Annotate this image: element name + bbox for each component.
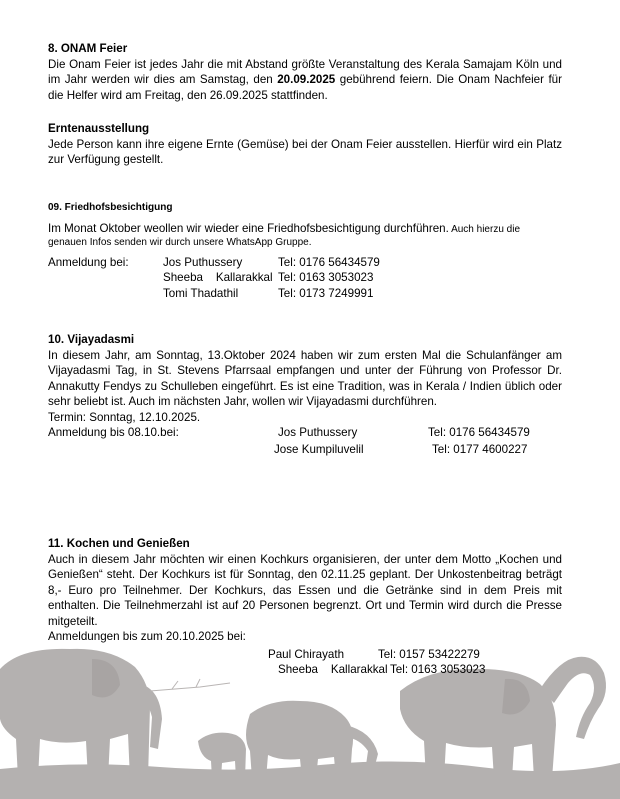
section-friedhofsbesichtigung (48, 200, 562, 301)
section-title: 11. Kochen und Genießen (48, 537, 190, 550)
contact-phone: Tel: 0163 3053023 (278, 271, 374, 284)
contact-name: Jos Puthussery (278, 426, 358, 439)
section-title: 09. Friedhofsbesichtigung (48, 202, 173, 213)
text-part: gebührend feiern. Die Onam Nachfeier für die Helfer wird am Freitag, den 26.09.2025 stattfinden. (48, 73, 562, 102)
section-text-small: genauen Infos senden wir durch unsere WhatsApp Gruppe. (48, 237, 312, 248)
contact-row (48, 647, 562, 663)
termin-text: Termin: Sonntag, 12.10.2025. (48, 410, 201, 424)
contact-phone: Tel: 0157 53422279 (378, 647, 480, 661)
section-kochen-geniessen (48, 536, 562, 678)
section-text: In diesem Jahr, am Sonntag, 13.Oktober 2024 haben wir zum ersten Mal die Schulanfänger am Vijayadasmi Tag, in St. Stevens Pfarrsaal empfangen und unter der Führung von Professor Dr. Annakutty Fendys zu Schulleben eingeführt. Es ist eine Tradition, was in Kerala / Indien üblich oder sehr beliebt ist. Auch im nächsten Jahr, wollen wir Vijayadasmi durchführen. (48, 348, 562, 408)
contact-list (48, 255, 562, 302)
section-erntenausstellung (48, 121, 562, 168)
contact-phone: Tel: 0176 56434579 (428, 426, 530, 439)
date-highlight: 20.09.2025 (277, 73, 336, 86)
contact-name: Paul Chirayath (268, 647, 345, 661)
contact-name: Sheeba Kallarakkal (278, 663, 388, 676)
contact-row (48, 286, 562, 302)
text-part: Die Onam Feier ist jedes Jahr die mit Abstand größte Veranstaltung des Kerala Samajam Köln und im Jahr werden wir dies am Samstag, den (48, 57, 562, 86)
text-part: Im Monat Oktober weollen wir wieder eine Friedhofsbesichtigung durchführen. (48, 221, 449, 235)
section-vijayadasmi (48, 332, 562, 457)
registration-label: Anmeldung bis 08.10.bei: (48, 426, 179, 439)
contact-phone: Tel: 0177 4600227 (432, 442, 528, 456)
contact-phone: Tel: 0173 7249991 (278, 286, 374, 300)
section-text (48, 221, 562, 237)
contact-phone: Tel: 0176 56434579 (278, 255, 380, 269)
section-title: 8. ONAM Feier (48, 42, 128, 55)
contact-row (48, 270, 562, 286)
contact-phone: Tel: 0163 3053023 (390, 663, 486, 676)
section-title: 10. Vijayadasmi (48, 333, 135, 346)
contact-name: Jose Kumpiluvelil (274, 442, 364, 456)
contact-name: Sheeba Kallarakkal (163, 271, 273, 284)
section-text: Jede Person kann ihre eigene Ernte (Gemüse) bei der Onam Feier ausstellen. Hierfür wird ein Platz zur Verfügung gestellt. (48, 137, 562, 166)
section-text (48, 57, 562, 104)
contact-row (48, 255, 562, 271)
contact-name: Tomi Thadathil (163, 286, 239, 300)
contact-row (48, 425, 562, 441)
section-text: Auch in diesem Jahr möchten wir einen Kochkurs organisieren, der unter dem Motto „Kochen und Genießen“ steht. Der Kochkurs ist für Sonntag, den 02.11.25 geplant. Der Unkostenbeitrag beträgt 8,- Euro pro Teilnehmer. Der Kochkurs, das Essen und die Getränke sind in dem Preis mit enthalten. Die Teilnehmerzahl ist auf 20 Personen begrenzt. Ort und Termin wird durch die Presse mitgeteilt. (48, 552, 562, 628)
contact-row (48, 662, 562, 678)
registration-label: Anmeldung bei: (48, 255, 129, 269)
contact-name: Jos Puthussery (163, 255, 243, 269)
section-title: Erntenausstellung (48, 122, 150, 135)
registration-label: Anmeldungen bis zum 20.10.2025 bei: (48, 630, 246, 643)
text-part-small: Auch hierzu die (448, 223, 521, 235)
section-onam-feier (48, 41, 562, 103)
contact-row (48, 442, 562, 458)
